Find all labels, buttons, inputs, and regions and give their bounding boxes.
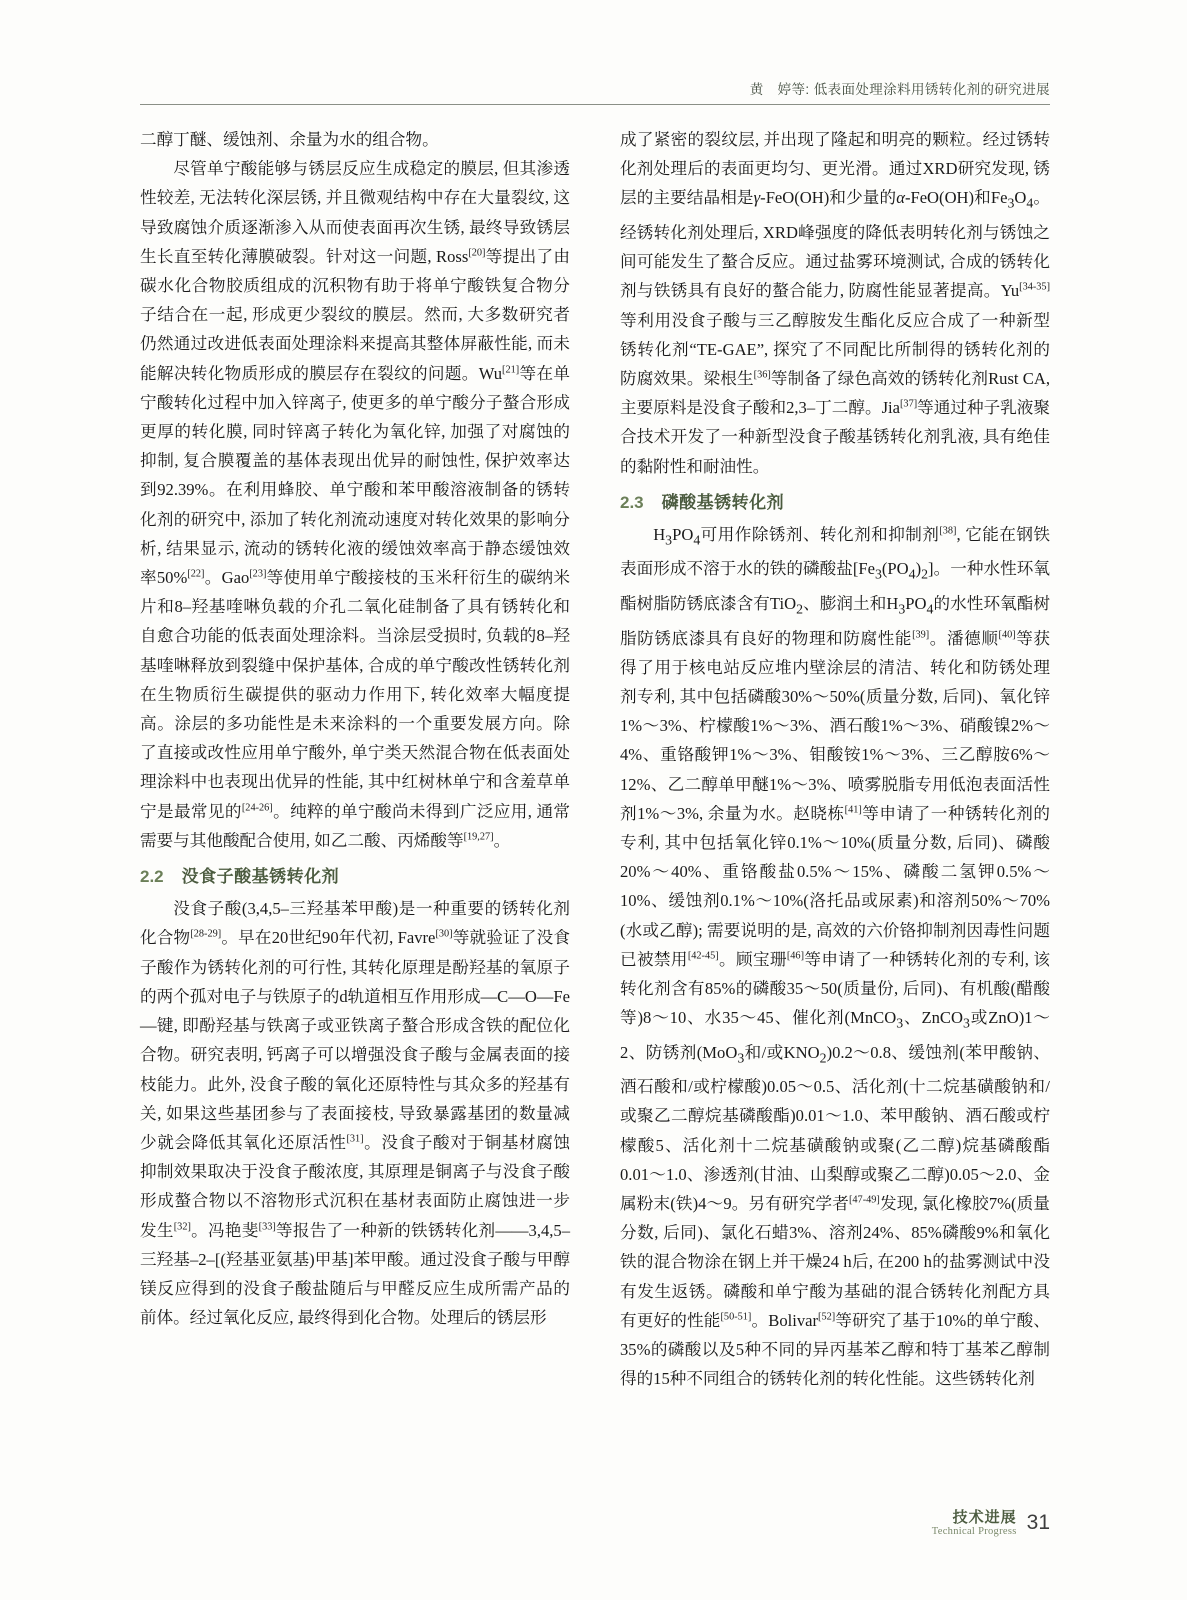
footer-section-label — [932, 1509, 1017, 1538]
section-title: 没食子酸基锈转化剂 — [181, 867, 340, 887]
section-heading-2-3 — [620, 488, 1050, 517]
paragraph: $H_3PO_4$可用作除锈剂、转化剂和抑制剂[38], 它能在钢铁表面形成不溶于水的铁的磷酸盐$[Fe_3(PO_4)_2]$。一种水性环氧酯树脂防锈底漆含有TiO$_2$、膨润土和$H_3PO_4$的水性环氧酯树脂防锈底漆具有良好的物理和防腐性能[39]。潘德顺[40]等获得了用于核电站反应堆内壁涂层的清洁、转化和防锈处理剂专利, 其中包括磷酸30%～50%(质量分数, 后同)、氧化锌1%～3%、柠檬酸1%～3%、酒石酸1%～3%、硝酸镍2%～4%、重铬酸钾1%～3%、钼酸铵1%～3%、三乙醇胺6%～12%、乙二醇单甲醚1%～3%、喷雾脱脂专用低泡表面活性剂1%～3%, 余量为水。赵晓栋[41]等申请了一种锈转化剂的专利, 其中包括氧化锌0.1%～10%(质量分数, 后同)、磷酸20%～40%、重铬酸盐0.5%～15%、磷酸二氢钾0.5%～10%、缓蚀剂0.1%～10%(洛托品或尿素)和溶剂50%～70%(水或乙醇); 需要说明的是, 高效的六价铬抑制剂因毒性问题已被禁用[42-45]。顾宝珊[46]等申请了一种锈转化剂的专利, 该转化剂含有85%的磷酸35～50(质量份, 后同)、有机酸(醋酸等)8～10、水35～45、催化剂(MnCO$_3$、ZnCO$_3$或ZnO)1～2、防锈剂(MoO$_3$和/或$KNO_2)0.2\sim 0.8$、缓蚀剂(苯甲酸钠、酒石酸和/或柠檬酸)0.05～0.5、活化剂(十二烷基磺酸钠和/或聚乙二醇烷基磷酸酯)0.01～1.0、苯甲酸钠、酒石酸或柠檬酸5、活化剂十二烷基磺酸钠或聚(乙二醇)烷基磷酸酯0.01～1.0、渗透剂(甘油、山梨醇或聚乙二醇)0.05～2.0、金属粉末(铁)4～9。另有研究学者[47-49]发现, 氯化橡胶7%(质量分数, 后同)、氯化石蜡3%、溶剂24%、85%磷酸9%和氧化铁的混合物涂在钢上并干燥24 h后, 在200 h的盐雾测试中没有发生返锈。磷酸和单宁酸为基础的混合锈转化剂配方具有更好的性能[50-51]。Bolivar[52]等研究了基于10%的单宁酸、35%的磷酸以及5种不同的异丙基苯乙醇和特丁基苯乙醇制得的15种不同组合的锈转化剂的转化性能。这些锈转化剂 — [620, 524, 1051, 1389]
paragraph: 没食子酸(3,4,5–三羟基苯甲酸)是一种重要的锈转化剂化合物[28-29]。早在20世纪90年代初, Favre[30]等就验证了没食子酸作为锈转化剂的可行性, 其转化原理是酚羟基的氧原子的两个孤对电子与铁原子的d轨道相互作用形成—C—O—Fe—键, 即酚羟基与铁离子或亚铁离子螯合形成含铁的配位化合物。研究表明, 钙离子可以增强没食子酸与金属表面的接枝能力。此外, 没食子酸的氧化还原特性与其众多的羟基有关, 如果这些基团参与了表面接枝, 导致暴露基团的数量减少就会降低其氧化还原活性[31]。没食子酸对于铜基材腐蚀抑制效果取决于没食子酸浓度, 其原理是铜离子与没食子酸形成螯合物以不溶物形式沉积在基材表面防止腐蚀进一步发生[32]。冯艳斐[33]等报告了一种新的铁锈转化剂——3,4,5–三羟基–2–[(羟基亚氨基)甲基]苯甲酸。通过没食子酸与甲醇镁反应得到的没食子酸盐随后与甲醛反应生成所需产品的前体。经过氧化反应, 最终得到化合物。处理后的锈层形 — [140, 899, 571, 1328]
paragraph: 成了紧密的裂纹层, 并出现了隆起和明亮的颗粒。经过锈转化剂处理后的表面更均匀、更光滑。通过XRD研究发现, 锈层的主要结晶相是γ-FeO(OH)和少量的α-FeO(OH)和$Fe_3O_4$。经锈转化剂处理后, XRD峰强度的降低表明转化剂与锈蚀之间可能发生了螯合反应。通过盐雾环境测试, 合成的锈转化剂与铁锈具有良好的螯合能力, 防腐性能显著提高。Yu[34-35]等利用没食子酸与三乙醇胺发生酯化反应合成了一种新型锈转化剂“TE-GAE”, 探究了不同配比所制得的锈转化剂的防腐效果。梁根生[36]等制备了绿色高效的锈转化剂Rust CA, 主要原料是没食子酸和2,3–丁二醇。Jia[37]等通过种子乳液聚合技术开发了一种新型没食子酸基锈转化剂乳液, 具有绝佳的黏附性和耐油性。 — [620, 130, 1050, 476]
right-column — [620, 125, 1050, 1393]
footer-section-cn: 技术进展 — [952, 1508, 1017, 1526]
footer-section-en: Technical Progress — [931, 1525, 1017, 1537]
running-header: 黄 婷等: 低表面处理涂料用锈转化剂的研究进展 — [749, 82, 1050, 97]
section-title: 磷酸基锈转化剂 — [661, 492, 785, 512]
page-number: 31 — [1026, 1511, 1050, 1535]
section-number: 2.3 — [620, 492, 644, 512]
header-divider — [140, 104, 1050, 105]
section-heading-2-2 — [140, 862, 570, 891]
left-column — [140, 125, 570, 1332]
paragraph: 尽管单宁酸能够与锈层反应生成稳定的膜层, 但其渗透性较差, 无法转化深层锈, 并且微观结构中存在大量裂纹, 这导致腐蚀介质逐渐渗入从而使表面再次生锈, 最终导致锈层生长直至转化薄膜破裂。针对这一问题, Ross[20]等提出了由碳水化合物胶质组成的沉积物有助于将单宁酸铁复合物分子结合在一起, 形成更少裂纹的膜层。然而, 大多数研究者仍然通过改进低表面处理涂料来提高其整体屏蔽性能, 而未能解决转化物质形成的膜层存在裂纹的问题。Wu[21]等在单宁酸转化过程中加入锌离子, 使更多的单宁酸分子螯合形成更厚的转化膜, 同时锌离子转化为氧化锌, 加强了对腐蚀的抑制, 复合膜覆盖的基体表现出优异的耐蚀性, 保护效率达到92.39%。在利用蜂胶、单宁酸和苯甲酸溶液制备的锈转化剂的研究中, 添加了转化剂流动速度对转化效果的影响分析, 结果显示, 流动的锈转化液的缓蚀效率高于静态缓蚀效率50%[22]。Gao[23]等使用单宁酸接枝的玉米秆衍生的碳纳米片和8–羟基喹啉负载的介孔二氧化硅制备了具有锈转化和自愈合功能的低表面处理涂料。当涂层受损时, 负载的8–羟基喹啉释放到裂缝中保护基体, 合成的单宁酸改性锈转化剂在生物质衍生碳提供的驱动力作用下, 转化效率大幅度提高。涂层的多功能性是未来涂料的一个重要发展方向。除了直接或改性应用单宁酸外, 单宁类天然混合物在低表面处理涂料中也表现出优异的性能, 其中红树林单宁和含羞草单宁是最常见的[24-26]。纯粹的单宁酸尚未得到广泛应用, 通常需要与其他酸配合使用, 如乙二酸、丙烯酸等[19,27]。 — [140, 159, 571, 850]
page-footer — [932, 1509, 1050, 1538]
paragraph: 二醇丁醚、缓蚀剂、余量为水的组合物。 — [140, 130, 439, 149]
section-number: 2.2 — [140, 867, 164, 887]
